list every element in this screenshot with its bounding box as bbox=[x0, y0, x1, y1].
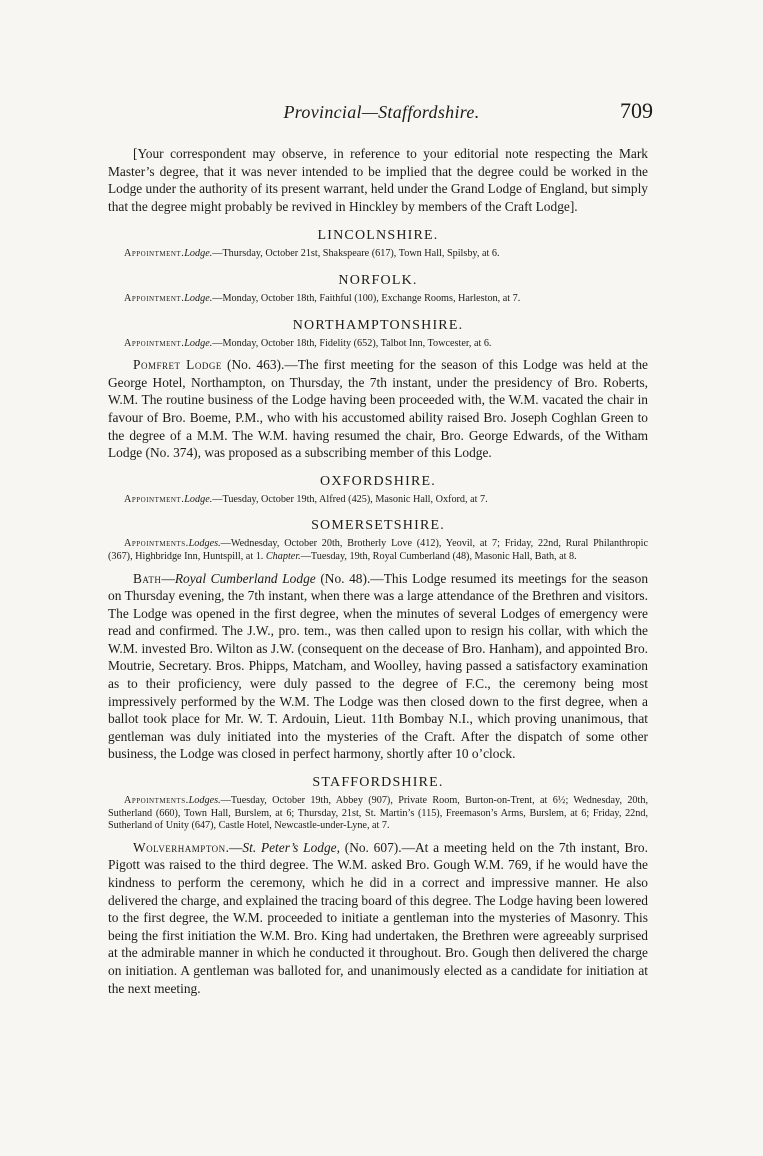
section-heading-lincolnshire: LINCOLNSHIRE. bbox=[317, 228, 439, 244]
page-header bbox=[0, 98, 763, 132]
section-heading-somersetshire: SOMERSETSHIRE. bbox=[311, 518, 445, 534]
appointment-label: Appointment. bbox=[124, 337, 185, 349]
report-lead: Bath bbox=[133, 570, 162, 586]
appointment-text: —Wednesday, October 20th, Brotherly Love (412), Yeovil, at 7; Friday, 22nd, Rural Philanthropic (367), Highbridge Inn, Huntspill, at 1. bbox=[108, 538, 648, 562]
appointment-text: —Thursday, October 21st, Shakspeare (617), Town Hall, Spilsby, at 6. bbox=[212, 248, 500, 260]
appointment-kind: Lodge. bbox=[184, 337, 213, 349]
appointment-chapter: Chapter. bbox=[265, 550, 301, 562]
report-lodge: St. Peter’s Lodge, bbox=[242, 839, 340, 855]
appointment-text: —Monday, October 18th, Fidelity (652), Talbot Inn, Towcester, at 6. bbox=[212, 337, 492, 349]
appointment-kind: Lodge. bbox=[184, 292, 213, 304]
report-staffordshire: Wolverhampton.—St. Peter’s Lodge, (No. 607).—At a meeting held on the 7th instant, Bro. Pigott was raised to the third degree. The W.M. asked Bro. Gough W.M. 769, if he would have the kindness to perform the ceremony, which he did in a correct and impressive manner. He also delivered the charge, and explained the tracing board of this degree. The Lodge having been lowered to the first degree, the W.M. proceeded to initiate a gentleman into the mysteries of Masonry. This being the first initiation the W.M. Bro. King had undertaken, the Brethren were agreeably surprised at the admirable manner in which he conducted it throughout. Bro. Gough then delivered the charge on initiation. A gentleman was balloted for, and unanimously elected as a candidate for initiation at the next meeting. bbox=[108, 839, 648, 996]
report-lodge: Royal Cumberland Lodge bbox=[174, 570, 316, 586]
report-lead: Pomfret Lodge bbox=[133, 357, 222, 373]
appointment-text: —Tuesday, 19th, Royal Cumberland (48), Masonic Hall, Bath, at 8. bbox=[300, 550, 577, 562]
appointment-label: Appointment. bbox=[124, 493, 185, 505]
appointment-label: Appointment. bbox=[124, 292, 185, 304]
report-text: (No. 463).—The first meeting for the season of this Lodge was held at the George Hotel, Northampton, on Thursday, the 7th instant, under the presidency of Bro. Roberts, W.M. The routine business of the Lodge having been proceeded with, the W.M. vacated the chair in favour of Bro. Boeme, P.M., who with his accustomed ability raised Bro. Joseph Coghlan Green to the degree of a M.M. The W.M. having resumed the chair, Bro. George Edwards, of the Witham Lodge (No. 374), was proposed as a subscribing member of this Lodge. bbox=[108, 357, 648, 461]
section-heading-northamptonshire: NORTHAMPTONSHIRE. bbox=[292, 317, 464, 333]
appointment-somersetshire bbox=[108, 538, 648, 563]
report-somersetshire: Bath—Royal Cumberland Lodge (No. 48).—This Lodge resumed its meetings for the season on Thursday evening, the 7th instant, when there was a large attendance of the Brethren and visitors. The Lodge was opened in the first degree, when the minutes of several Lodges of emergency were read and confirmed. The J.W., pro. tem., was then called upon to resign his collar, with which the W.M. invested Bro. Wilton as J.W. (consequent on the decease of Bro. Hanham), and appointed Bro. Moutrie, Secretary. Bros. Phipps, Matcham, and Woolley, having passed a satisfactory examination as to their proficiency, were duly passed to the degree of F.C., the ceremony being most impressively performed by the W.M. The Lodge was then closed down to the first degree, when a ballot took place for Mr. W. T. Ardouin, Lieut. 11th Bombay N.I., which proving unanimous, that gentleman was duly initiated into the mysteries of the Craft. After the dispatch of some other business, the Lodge was closed in perfect harmony, shortly after 10 o’clock. bbox=[108, 570, 649, 762]
report-lead: Wolverhampton bbox=[133, 839, 226, 855]
section-heading-norfolk: NORFOLK. bbox=[338, 272, 418, 288]
editorial-note: [Your correspondent may observe, in reference to your editorial note respecting the Mark Master’s degree, that it was never intended to be implied that the degree could be worked in the Lodge under the authority of its present warrant, held under the Grand Lodge of England, but simply that the degree might probably be revived in Hinckley by members of the Craft Lodge]. bbox=[108, 146, 648, 214]
section-heading-staffordshire: STAFFORDSHIRE. bbox=[312, 775, 444, 791]
appointment-northamptonshire bbox=[108, 338, 648, 351]
page-number: 709 bbox=[620, 98, 653, 123]
report-text: (No. 607).—At a meeting held on the 7th instant, Bro. Pigott was raised to the third degree. The W.M. asked Bro. Gough W.M. 769, if he would have the kindness to perform the ceremony, which he did in a correct and impressive manner. He also delivered the charge, and explained the tracing board of this degree. The Lodge having been lowered to the first degree, the W.M. proceeded to initiate a gentleman into the mysteries of Masonry. This being the first initiation the W.M. Bro. King had undertaken, the Brethren were agreeably surprised at the admirable manner in which he conducted it throughout. Bro. Gough then delivered the charge on initiation. A gentleman was balloted for, and unanimously elected as a candidate for initiation at the next meeting. bbox=[108, 839, 648, 996]
appointment-oxfordshire bbox=[108, 494, 648, 507]
report-northamptonshire bbox=[108, 356, 648, 462]
article-body bbox=[108, 145, 648, 997]
appointment-kind: Lodge. bbox=[184, 248, 213, 260]
appointment-text: —Tuesday, October 19th, Abbey (907), Private Room, Burton-on-Trent, at 6½; Wednesday, 20th, Sutherland (660), Town Hall, Burslem, at 6; Thursday, 21st, St. Martin’s (115), Freemason’s Arms, Burslem, at 6; Friday, 22nd, Sutherland of Unity (647), Castle Hotel, Newcastle-under-Lyne, at 7. bbox=[108, 795, 648, 832]
appointment-kind: Lodges. bbox=[188, 795, 221, 807]
section-heading-oxfordshire: OXFORDSHIRE. bbox=[320, 473, 436, 489]
appointment-label: Appointment. bbox=[124, 248, 185, 260]
appointment-text: —Monday, October 18th, Faithful (100), Exchange Rooms, Harleston, at 7. bbox=[212, 292, 521, 304]
appointment-label: Appointments. bbox=[124, 795, 189, 807]
appointment-kind: Lodges. bbox=[188, 538, 221, 550]
appointment-lincolnshire bbox=[108, 248, 648, 261]
appointment-label: Appointments. bbox=[124, 538, 189, 550]
appointment-kind: Lodge. bbox=[184, 493, 213, 505]
appointment-text: —Tuesday, October 19th, Alfred (425), Masonic Hall, Oxford, at 7. bbox=[212, 493, 488, 505]
running-title: Provincial—Staffordshire. bbox=[283, 102, 480, 122]
appointment-norfolk bbox=[108, 293, 648, 306]
appointment-staffordshire bbox=[108, 795, 648, 833]
report-text: (No. 48).—This Lodge resumed its meetings for the season on Thursday evening, the 7th instant, when there was a large attendance of the Brethren and visitors. The Lodge was opened in the first degree, when the minutes of several Lodges of emergency were read and confirmed. The J.W., pro. tem., was then called upon to resign his collar, with which the W.M. invested Bro. Wilton as J.W. (consequent on the decease of Bro. Hanham), and appointed Bro. Moutrie, Secretary. Bros. Phipps, Matcham, and Woolley, having passed a satisfactory examination as to their proficiency, were duly passed to the degree of F.C., the ceremony being most impressively performed by the W.M. The Lodge was then closed down to the first degree, when a ballot took place for Mr. W. T. Ardouin, Lieut. 11th Bombay N.I., which proving unanimous, that gentleman was duly initiated into the mysteries of the Craft. After the dispatch of some other business, the Lodge was closed in perfect harmony, shortly after 10 o’clock. bbox=[108, 570, 649, 762]
